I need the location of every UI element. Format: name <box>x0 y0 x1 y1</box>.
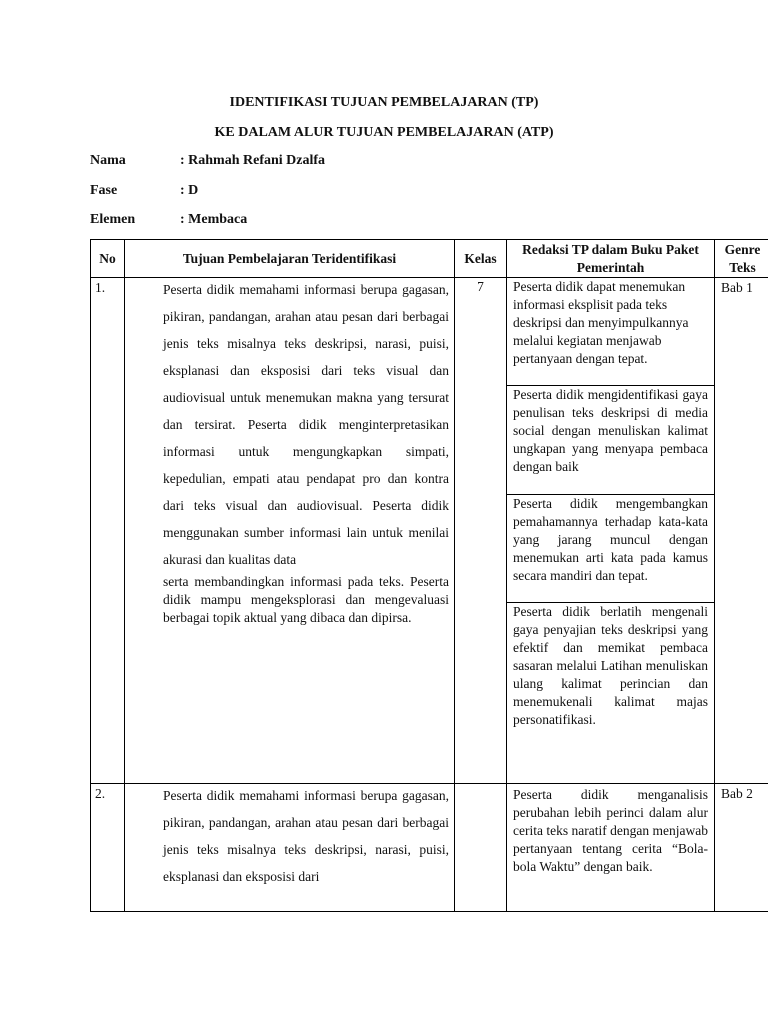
meta-elemen-value: : Membaca <box>180 212 248 227</box>
header-genre: Genre Teks <box>715 240 768 278</box>
header-no: No <box>91 240 125 278</box>
row1-tujuan-continued: serta membandingkan informasi pada teks. Peserta didik mampu mengeksplorasi dan mengevaluasi berbagai topik aktual yang dibaca dan dipirsa. <box>163 574 449 625</box>
meta-fase-label: Fase <box>90 183 118 198</box>
row1-redaksi-item: Peserta didik mengidentifikasi gaya penulisan teks deskripsi di media social dengan menuliskan kalimat ungkapan yang menyapa pembaca dengan baik <box>507 386 714 495</box>
row1-no: 1. <box>91 278 125 784</box>
row1-genre: Bab 1 <box>715 278 768 784</box>
row1-redaksi-item: Peserta didik berlatih mengenali gaya penyajian teks deskripsi yang efektif dan memikat pembaca sasaran melalui Latihan menuliskan ulang kalimat perincian dan menemukenali kalimat majas personatifikasi. <box>513 604 708 727</box>
row2-tujuan-text: Peserta didik memahami informasi berupa gagasan, pikiran, pandangan, arahan atau pesan dari berbagai jenis teks misalnya teks deskripsi, narasi, puisi, eksplanasi dan eksposisi dari <box>163 788 449 884</box>
row2-genre: Bab 2 <box>715 784 768 912</box>
tp-table <box>90 239 768 912</box>
row1-tujuan <box>125 278 455 784</box>
row1-tujuan-text: Peserta didik memahami informasi berupa gagasan, pikiran, pandangan, arahan atau pesan dari berbagai jenis teks misalnya teks deskripsi, narasi, puisi, eksplanasi dan eksposisi dari teks visual dan audiovisual untuk menemukan makna yang tersurat dan tersirat. Peserta didik menginterpretasikan informasi untuk mengungkapkan simpati, kepedulian, empati atau pendapat pro dan kontra dari teks visual dan audiovisual. Peserta didik menggunakan sumber informasi lain untuk menilai akurasi dan kualitas data <box>163 282 449 567</box>
meta-fase-value: : D <box>180 183 199 198</box>
table-header-row <box>91 240 768 278</box>
row2-kelas <box>455 784 507 912</box>
row2-no: 2. <box>91 784 125 912</box>
document-title-line1: IDENTIFIKASI TUJUAN PEMBELAJARAN (TP) <box>229 95 539 110</box>
row1-redaksi-item: Peserta didik dapat menemukan informasi eksplisit pada teks deskripsi dan menyimpulkannya melalui kegiatan menjawab pertanyaan dengan tepat. <box>507 278 714 386</box>
row1-kelas: 7 <box>455 278 507 784</box>
row2-redaksi <box>507 784 715 912</box>
meta-elemen-label: Elemen <box>90 212 136 227</box>
row2-redaksi-item: Peserta didik menganalisis perubahan lebih perinci dalam alur cerita teks naratif dengan menjawab pertanyaan tentang cerita “Bola-bola Waktu” dengan baik. <box>513 787 708 874</box>
document-title-line2: KE DALAM ALUR TUJUAN PEMBELAJARAN (ATP) <box>214 125 554 140</box>
row2-tujuan <box>125 784 455 912</box>
table-row <box>91 784 768 912</box>
meta-nama-value: : Rahmah Refani Dzalfa <box>180 153 326 168</box>
table-row <box>91 278 768 784</box>
header-redaksi: Redaksi TP dalam Buku Paket Pemerintah <box>507 240 715 278</box>
row1-redaksi <box>507 278 715 784</box>
row1-redaksi-item: Peserta didik mengembangkan pemahamannya terhadap kata-kata yang jarang muncul dengan menemukan arti kata pada kamus secara mandiri dan tepat. <box>507 495 714 603</box>
header-tujuan: Tujuan Pembelajaran Teridentifikasi <box>125 240 455 278</box>
header-kelas: Kelas <box>455 240 507 278</box>
meta-nama-label: Nama <box>90 153 126 168</box>
